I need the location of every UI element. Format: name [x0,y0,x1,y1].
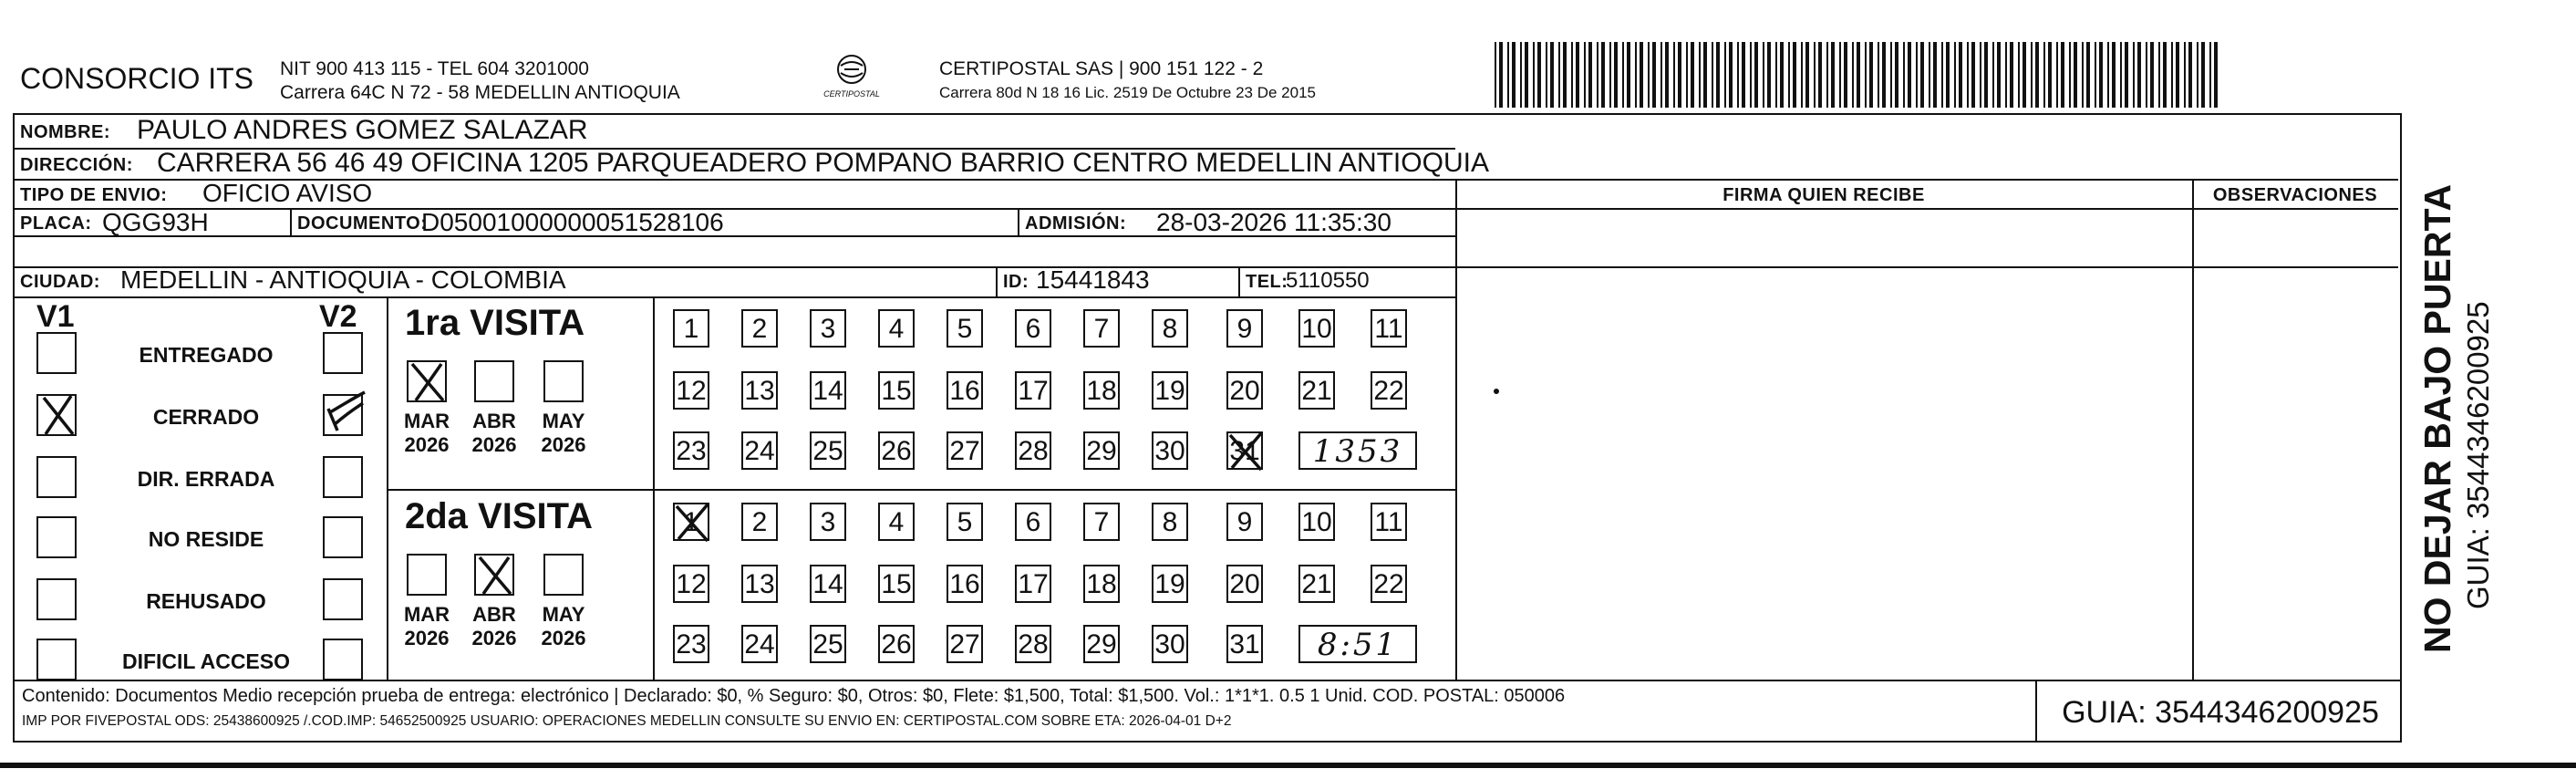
v1-status-checkbox[interactable] [36,394,77,436]
barcode-bar [2120,42,2122,108]
visit1-time-box[interactable]: 1353 [1298,431,1417,470]
barcode-bar [1826,42,1828,108]
barcode-bar [2176,42,2179,108]
barcode-bar [2031,42,2033,108]
visit1-day-box[interactable]: 21 [1298,371,1335,410]
barcode-bar [1724,42,1726,108]
barcode-bar [1801,42,1803,108]
visit2-day-box[interactable]: 10 [1298,503,1335,541]
v2-status-checkbox[interactable] [323,578,363,620]
barcode-bar [2082,42,2084,108]
barcode-bar [1525,42,1528,108]
visit1-day-box[interactable]: 10 [1298,309,1335,348]
visit2-day-box[interactable]: 17 [1015,565,1051,603]
visit1-day-box[interactable]: 6 [1015,309,1051,348]
visit2-day-box[interactable]: 28 [1015,625,1051,663]
barcode-bar [2201,42,2205,108]
visit1-day-box[interactable]: 24 [741,431,778,470]
barcode-bar [1946,42,1950,108]
barcode-bar [1865,42,1867,108]
barcode-bar [1857,42,1860,108]
carrier-line: CERTIPOSTAL SAS | 900 151 122 - 2 [939,58,1264,79]
barcode-bar [1742,42,1745,108]
visit2-day-box[interactable]: 4 [878,503,915,541]
visit2-month-checkbox[interactable] [407,554,447,596]
footer-content-line: Contenido: Documentos Medio recepción prueba de entrega: electrónico | Declarado: $0, % Seguro: $0, Otros: $0, Flete: $1,500, Total: $1,500. Vol.: 1*1*1. 0.5 1 Unid. COD. POSTAL: 050006 [22,686,1566,706]
plate-label: PLACA: [20,213,92,234]
visit2-day-box[interactable]: 7 [1083,503,1120,541]
status-label: NO RESIDE [148,527,264,551]
barcode-bar [2043,42,2045,108]
barcode-bar [1584,42,1586,108]
barcode-bar [1678,42,1681,108]
barcode-bar [1997,42,2001,108]
barcode-bar [2069,42,2071,108]
barcode-bar [2158,42,2160,108]
visit1-day-box[interactable]: 26 [878,431,915,470]
barcode-bar [1703,42,1707,108]
visit1-day-box[interactable]: 1 [673,309,709,348]
recipient-name: PAULO ANDRES GOMEZ SALAZAR [137,115,588,145]
visit1-day-box[interactable]: 29 [1083,431,1120,470]
v1-header: V1 [36,299,75,334]
barcode-bar [1665,42,1669,108]
visit2-month-label [464,603,524,650]
visit2-day-box[interactable]: 12 [673,565,709,603]
month-name: MAY [542,603,585,626]
visit2-day-box[interactable]: 14 [810,565,846,603]
barcode-bar [1929,42,1930,108]
visit1-month-label [464,410,524,457]
barcode-bar [1959,42,1962,108]
observations-header: OBSERVACIONES [2212,185,2378,205]
visit1-day-box[interactable]: 7 [1083,309,1120,348]
no-under-door-warning: NO DEJAR BAJO PUERTA [2416,183,2458,653]
barcode-bar [1941,42,1943,108]
barcode-bar [2133,42,2135,108]
visit1-day-box[interactable]: 30 [1152,431,1188,470]
signature-header: FIRMA QUIEN RECIBE [1723,185,1925,205]
barcode-bar [1933,42,1937,108]
visit1-day-box[interactable]: 5 [947,309,983,348]
barcode-bar [1716,42,1720,108]
barcode-bar [1699,42,1701,108]
visit2-day-box[interactable]: 9 [1226,503,1263,541]
month-name: MAY [542,410,585,432]
barcode-bar [1984,42,1988,108]
visit2-day-box[interactable]: 23 [673,625,709,663]
barcode-bar [1890,42,1892,108]
month-name: ABR [472,603,516,626]
barcode-bar [1844,42,1847,108]
visit2-day-box[interactable]: 21 [1298,565,1335,603]
visit2-day-box[interactable]: 29 [1083,625,1120,663]
barcode-bar [2035,42,2039,108]
sender-nit-line: NIT 900 413 115 - TEL 604 3201000 [280,58,589,79]
barcode-bar [2112,42,2116,108]
barcode-bar [2137,42,2141,108]
visit2-day-box[interactable]: 5 [947,503,983,541]
barcode-bar [1882,42,1886,108]
status-label: REHUSADO [146,589,266,613]
barcode-bar [1601,42,1605,108]
id-label: ID: [1003,272,1029,292]
barcode-bar [1839,42,1841,108]
month-name: ABR [472,410,516,432]
side-text [2407,146,2571,739]
barcode-bar [2107,42,2109,108]
visit1-month-label [397,410,457,457]
barcode-bar [2010,42,2013,108]
visit2-day-box[interactable]: 20 [1226,565,1263,603]
visit2-day-box[interactable]: 3 [810,503,846,541]
footer-guide-number: GUIA: 3544346200925 [2062,695,2379,730]
visit2-month-checkbox[interactable] [474,554,514,596]
visit1-day-box[interactable]: 16 [947,371,983,410]
visit1-day-box[interactable]: 23 [673,431,709,470]
visit2-day-box[interactable]: 15 [878,565,915,603]
month-year: 2026 [471,433,517,456]
visit1-day-box[interactable]: 12 [673,371,709,410]
barcode-bar [1712,42,1713,108]
barcode-bar [1754,42,1758,108]
visit1-day-box[interactable]: 25 [810,431,846,470]
v2-status-checkbox[interactable] [323,456,363,498]
status-label: DIR. ERRADA [137,467,275,491]
month-year: 2026 [541,627,586,649]
bottom-edge [0,763,2576,768]
visit1-day-box[interactable]: 20 [1226,371,1263,410]
visit1-month-checkbox[interactable] [543,360,584,402]
name-label: NOMBRE: [20,122,111,142]
visit1-day-box[interactable]: 4 [878,309,915,348]
city-label: CIUDAD: [20,272,100,292]
visit2-day-box[interactable]: 8 [1152,503,1188,541]
barcode-bar [1571,42,1573,108]
carrier-logo [817,51,886,106]
barcode-bar [1992,42,1994,108]
visit2-day-box[interactable]: 22 [1371,565,1407,603]
visit2-day-box[interactable]: 18 [1083,565,1120,603]
visit1-day-box[interactable]: 27 [947,431,983,470]
barcode-bar [2048,42,2052,108]
barcode-bar [1614,42,1618,108]
barcode-bar [1814,42,1816,108]
v1-status-checkbox[interactable] [36,332,77,374]
barcode-bar [1588,42,1592,108]
visit1-day-box[interactable]: 9 [1226,309,1263,348]
month-name: MAR [403,603,450,626]
barcode-bar [1737,42,1739,108]
v1-status-checkbox[interactable] [36,578,77,620]
carrier-logo-text: CERTIPOSTAL [823,89,880,99]
barcode-bar [2023,42,2026,108]
month-year: 2026 [404,627,450,649]
barcode-bar [1903,42,1905,108]
barcode-bar [1818,42,1822,108]
barcode-bar [2086,42,2090,108]
visit1-day-box[interactable]: 22 [1371,371,1407,410]
barcode-bar [1920,42,1924,108]
document-label: DOCUMENTO: [297,213,428,234]
tel-value: 5110550 [1286,268,1370,293]
barcode-bar [2099,42,2103,108]
barcode-bar [1499,42,1503,108]
barcode-bar [1686,42,1688,108]
barcode-bar [1558,42,1560,108]
visit2-day-box[interactable]: 11 [1371,503,1407,541]
barcode-bar [1609,42,1611,108]
barcode-bar [1640,42,1643,108]
month-year: 2026 [541,433,586,456]
visit1-day-box[interactable]: 13 [741,371,778,410]
barcode-bar [2005,42,2007,108]
v2-status-checkbox[interactable] [323,516,363,558]
visit2-month-label [533,603,594,650]
barcode-bar [1550,42,1554,108]
document-value: D05001000000051528106 [421,208,724,236]
visit2-day-box[interactable]: 24 [741,625,778,663]
visit2-day-box[interactable]: 31 [1226,625,1263,663]
visit1-title: 1ra VISITA [405,303,585,343]
barcode-bar [1971,42,1975,108]
visit1-day-box[interactable]: 3 [810,309,846,348]
visit1-day-box[interactable]: 28 [1015,431,1051,470]
barcode-bar [1916,42,1918,108]
v1-status-checkbox[interactable] [36,516,77,558]
visit2-day-box[interactable]: 6 [1015,503,1051,541]
carrier-address-line: Carrera 80d N 18 16 Lic. 2519 De Octubre 23 De 2015 [939,84,1316,101]
visit2-day-box[interactable]: 19 [1152,565,1188,603]
visit1-month-label [533,410,594,457]
v2-status-checkbox[interactable] [323,332,363,374]
barcode-bar [1895,42,1898,108]
month-name: MAR [403,410,450,432]
barcode-bar [1775,42,1777,108]
visit1-month-checkbox[interactable] [407,360,447,402]
side-guide-number: GUIA: 3544346200925 [2461,301,2495,609]
visit2-day-box[interactable]: 16 [947,565,983,603]
visit2-day-box[interactable]: 1 [673,503,709,541]
v2-status-checkbox[interactable] [323,394,363,436]
barcode-bar [1980,42,1981,108]
barcode-bar [1878,42,1879,108]
barcode-bar [2074,42,2077,108]
barcode-bar [1563,42,1567,108]
visit2-day-box[interactable]: 2 [741,503,778,541]
barcode-bar [2214,42,2218,108]
barcode-bar [1537,42,1541,108]
barcode-bar [1788,42,1790,108]
visit2-month-label [397,603,457,650]
barcode-bar [2184,42,2186,108]
admission-label: ADMISIÓN: [1025,213,1127,234]
barcode-bar [1512,42,1516,108]
sender-name: CONSORCIO ITS [20,62,254,95]
visit1-day-box[interactable]: 14 [810,371,846,410]
type-label: TIPO DE ENVIO: [20,185,168,205]
barcode-bar [2209,42,2211,108]
v2-status-checkbox[interactable] [323,639,363,680]
barcode-bar [2197,42,2198,108]
observations-handwriting [2198,274,2380,675]
visit1-day-box[interactable]: 2 [741,309,778,348]
v2-header: V2 [319,299,357,334]
barcode-bar [1767,42,1771,108]
visit2-time-box[interactable]: 8:51 [1298,625,1417,663]
barcode-bar [1576,42,1579,108]
barcode-bar [1635,42,1637,108]
month-year: 2026 [404,433,450,456]
barcode-bar [2163,42,2167,108]
barcode-bar [1507,42,1509,108]
barcode-bar [1660,42,1662,108]
barcode-bar [1805,42,1809,108]
barcode-bar [1967,42,1969,108]
barcode-bar [2095,42,2096,108]
barcode-bar [2056,42,2058,108]
status-label: DIFICIL ACCESO [121,649,290,673]
v1-status-checkbox[interactable] [36,456,77,498]
visit2-day-box[interactable]: 27 [947,625,983,663]
barcode-bar [1869,42,1873,108]
barcode-bar [2146,42,2147,108]
barcode-bar [1750,42,1752,108]
barcode-bar [1954,42,1956,108]
barcode-bar [1729,42,1733,108]
barcode-bar [1780,42,1784,108]
footer-print-line: IMP POR FIVEPOSTAL ODS: 25438600925 /.COD.IMP: 54652500925 USUARIO: OPERACIONES MEDELLIN CONSULTE SU ENVIO EN: CERTIPOSTAL.COM SOBRE ETA: 2026-04-01 D+2 [22,713,1232,729]
barcode-bar [1793,42,1796,108]
barcode-bar [2188,42,2192,108]
recipient-address: CARRERA 56 46 49 OFICINA 1205 PARQUEADERO POMPANO BARRIO CENTRO MEDELLIN ANTIOQUIA [157,148,1489,178]
tel-label: TEL: [1246,272,1288,292]
barcode-bar [1908,42,1911,108]
barcode-bar [1495,42,1496,108]
barcode-bar [1831,42,1835,108]
barcode-bar [1622,42,1624,108]
visit1-day-box[interactable]: 31 [1226,431,1263,470]
shipment-type: OFICIO AVISO [202,179,373,207]
visit1-day-box[interactable]: 11 [1371,309,1407,348]
status-label: CERRADO [152,405,260,429]
barcode-bar [1648,42,1650,108]
visit1-day-box[interactable]: 8 [1152,309,1188,348]
barcode-bar [1652,42,1656,108]
v1-status-checkbox[interactable] [36,639,77,680]
visit2-day-box[interactable]: 26 [878,625,915,663]
barcode-bar [1546,42,1547,108]
barcode-bar [2125,42,2128,108]
barcode [1491,42,2220,108]
id-value: 15441843 [1036,265,1150,294]
month-year: 2026 [471,627,517,649]
address-label: DIRECCIÓN: [20,155,133,175]
visit2-day-box[interactable]: 30 [1152,625,1188,663]
visit2-day-box[interactable]: 13 [741,565,778,603]
barcode-bar [1763,42,1764,108]
barcode-bar [2061,42,2064,108]
barcode-bar [1627,42,1630,108]
visit1-month-checkbox[interactable] [474,360,514,402]
barcode-bar [1691,42,1694,108]
barcode-bar [2150,42,2154,108]
admission-value: 28-03-2026 11:35:30 [1156,208,1391,236]
visit2-title: 2da VISITA [405,496,593,536]
visit2-day-box[interactable]: 25 [810,625,846,663]
status-label: ENTREGADO [139,343,274,367]
barcode-bar [2018,42,2020,108]
barcode-bar [2171,42,2173,108]
city-value: MEDELLIN - ANTIOQUIA - COLOMBIA [120,265,566,294]
barcode-bar [1673,42,1675,108]
plate-value: QGG93H [102,208,209,236]
visit1-day-box[interactable]: 15 [878,371,915,410]
signature-area [1457,210,2190,677]
sender-address-line: Carrera 64C N 72 - 58 MEDELLIN ANTIOQUIA [280,82,680,103]
barcode-bar [1533,42,1535,108]
visit1-day-box[interactable]: 19 [1152,371,1188,410]
visit1-day-box[interactable]: 17 [1015,371,1051,410]
visit1-day-box[interactable]: 18 [1083,371,1120,410]
barcode-bar [1597,42,1598,108]
visit2-month-checkbox[interactable] [543,554,584,596]
barcode-bar [1852,42,1854,108]
barcode-bar [1520,42,1522,108]
